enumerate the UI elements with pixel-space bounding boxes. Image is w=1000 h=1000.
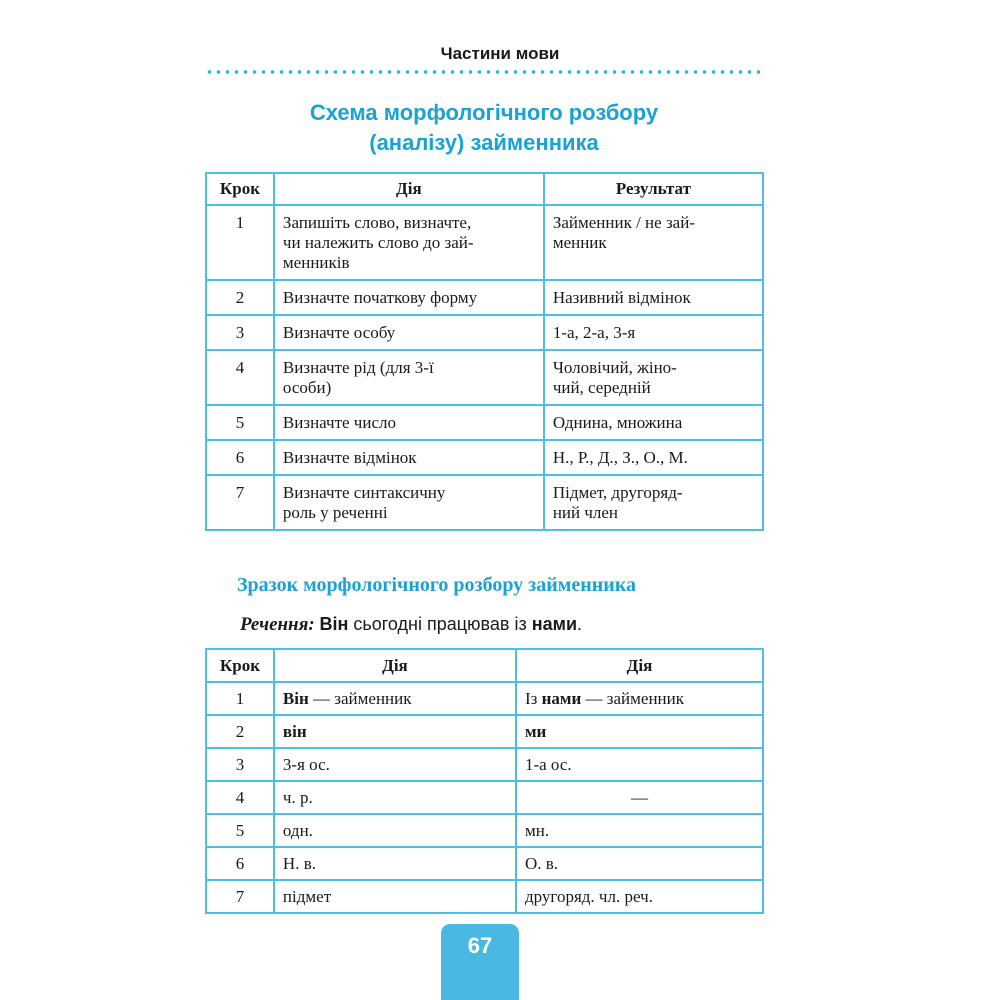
bold-word: нами — [541, 689, 582, 708]
step-number: 7 — [206, 880, 274, 913]
table-row — [206, 781, 763, 814]
result-line: Підмет, другоряд- — [552, 483, 683, 502]
result-line: чий, середній — [552, 378, 651, 397]
action-cell — [274, 280, 544, 315]
result-cell — [544, 280, 763, 315]
scheme-table — [205, 172, 764, 531]
sentence-word-pronoun-1: Він — [319, 614, 349, 634]
action-line: Визначте число — [282, 413, 396, 432]
word-2-cell: 1-а ос. — [516, 748, 763, 781]
table-row — [206, 205, 763, 280]
bold-word: він — [282, 722, 307, 741]
result-line: Однина, множина — [552, 413, 683, 432]
action-line: менників — [282, 253, 350, 272]
table-row — [206, 280, 763, 315]
table-row — [206, 748, 763, 781]
result-cell — [544, 405, 763, 440]
sentence-label: Речення: — [240, 614, 315, 635]
action-line: роль у реченні — [282, 503, 388, 522]
bold-word: ми — [524, 722, 547, 741]
word-1-cell: підмет — [274, 880, 516, 913]
page-title — [0, 98, 968, 158]
result-line: Називний відмінок — [552, 288, 691, 307]
result-line: Чоловічий, жіно- — [552, 358, 677, 377]
word-2-cell: другоряд. чл. реч. — [516, 880, 763, 913]
sentence-end: . — [577, 614, 583, 634]
step-number: 6 — [206, 440, 274, 475]
table-row — [206, 880, 763, 913]
step-number: 3 — [206, 748, 274, 781]
word-1-cell: 3-я ос. — [274, 748, 516, 781]
example-table — [205, 648, 764, 914]
result-line: Н., Р., Д., З., О., М. — [552, 448, 688, 467]
cell-text: — займенник — [308, 689, 412, 708]
header-action: Дія — [274, 173, 544, 205]
action-line: Запишіть слово, визначте, — [282, 213, 472, 232]
table-row — [206, 315, 763, 350]
word-1-cell — [274, 682, 516, 715]
step-number: 4 — [206, 350, 274, 405]
cell-text: Із — [524, 689, 542, 708]
word-1-cell: Н. в. — [274, 847, 516, 880]
action-cell — [274, 205, 544, 280]
result-cell — [544, 350, 763, 405]
action-line: Визначте рід (для 3-ї — [282, 358, 434, 377]
dotted-divider — [205, 70, 760, 74]
section-header: Частини мови — [440, 44, 560, 63]
result-line: 1-а, 2-а, 3-я — [552, 323, 636, 342]
table-row — [206, 440, 763, 475]
title-line-2: (аналізу) займенника — [369, 130, 599, 155]
word-2-cell: — — [516, 781, 763, 814]
result-line: Займенник / не зай- — [552, 213, 695, 232]
title-line-1: Схема морфологічного розбору — [309, 100, 659, 125]
word-1-cell: одн. — [274, 814, 516, 847]
action-cell — [274, 315, 544, 350]
step-number: 2 — [206, 715, 274, 748]
action-cell — [274, 475, 544, 530]
step-number: 4 — [206, 781, 274, 814]
page-number: 67 — [441, 924, 519, 1000]
action-line: Визначте особу — [282, 323, 396, 342]
table-row — [206, 847, 763, 880]
step-number: 2 — [206, 280, 274, 315]
table-row — [206, 682, 763, 715]
table-row — [206, 405, 763, 440]
result-cell — [544, 315, 763, 350]
step-number: 5 — [206, 814, 274, 847]
sentence-middle: сьогодні працював із — [348, 614, 532, 634]
action-line: особи) — [282, 378, 332, 397]
header-result: Результат — [544, 173, 763, 205]
action-cell — [274, 350, 544, 405]
action-line: Визначте синтаксичну — [282, 483, 446, 502]
step-number: 5 — [206, 405, 274, 440]
table-row — [206, 350, 763, 405]
word-2-cell: мн. — [516, 814, 763, 847]
example-table-header-row — [206, 649, 763, 682]
action-line: Визначте відмінок — [282, 448, 417, 467]
action-cell — [274, 440, 544, 475]
result-line: менник — [552, 233, 607, 252]
word-2-cell — [516, 715, 763, 748]
action-line: Визначте початкову форму — [282, 288, 478, 307]
step-number: 6 — [206, 847, 274, 880]
header-step: Крок — [206, 173, 274, 205]
step-number: 1 — [206, 205, 274, 280]
action-cell — [274, 405, 544, 440]
action-line: чи належить слово до зай- — [282, 233, 474, 252]
result-cell — [544, 440, 763, 475]
bold-word: Він — [282, 689, 309, 708]
word-1-cell: ч. р. — [274, 781, 516, 814]
cell-text: — займенник — [581, 689, 684, 708]
word-1-cell — [274, 715, 516, 748]
scheme-table-header-row — [206, 173, 763, 205]
table-row — [206, 475, 763, 530]
example-sentence — [240, 614, 582, 636]
result-cell — [544, 205, 763, 280]
example-title: Зразок морфологічного розбору займенника — [237, 574, 637, 596]
table-row — [206, 715, 763, 748]
word-2-cell — [516, 682, 763, 715]
step-number: 3 — [206, 315, 274, 350]
result-cell — [544, 475, 763, 530]
table-row — [206, 814, 763, 847]
sentence-word-pronoun-2: нами — [531, 614, 578, 634]
word-2-cell: О. в. — [516, 847, 763, 880]
result-line: ний член — [552, 503, 619, 522]
header-action-2: Дія — [516, 649, 763, 682]
step-number: 1 — [206, 682, 274, 715]
header-step: Крок — [206, 649, 274, 682]
step-number: 7 — [206, 475, 274, 530]
header-action-1: Дія — [274, 649, 516, 682]
